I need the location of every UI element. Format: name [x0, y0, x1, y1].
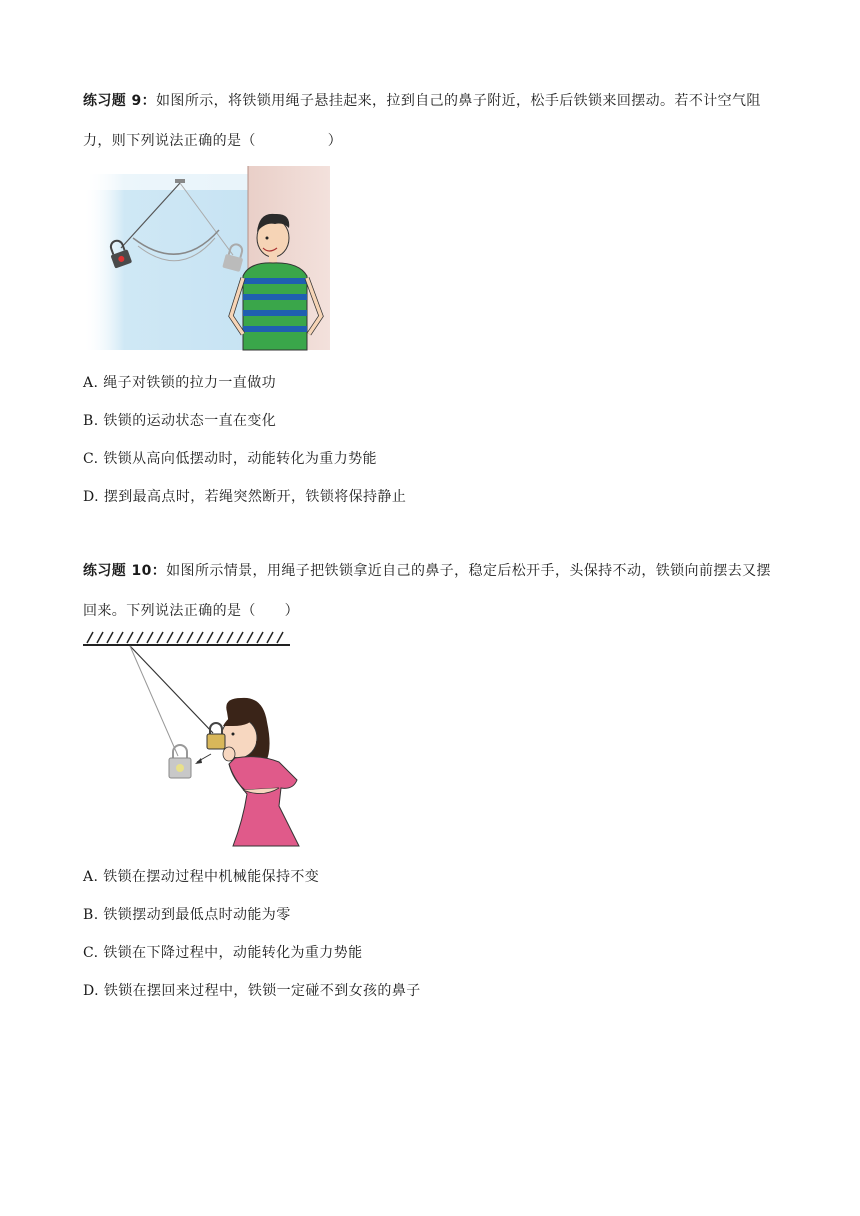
- figure-girl-pendulum: [83, 630, 323, 850]
- question-10-text: 如图所示情景，用绳子把铁锁拿近自己的鼻子，稳定后松开手，头保持不动，铁锁向前摆去又摆回来。下列说法正确的是（ ）: [83, 563, 771, 619]
- q10-option-d[interactable]: D. 铁锁在摆回来过程中，铁锁一定碰不到女孩的鼻子: [83, 983, 421, 999]
- q9-option-a[interactable]: A. 绳子对铁锁的拉力一直做功: [83, 375, 277, 391]
- question-9-text: 如图所示，将铁锁用绳子悬挂起来，拉到自己的鼻子附近，松手后铁锁来回摆动。若不计空气阻力，则下列说法正确的是（ ）: [83, 93, 761, 149]
- q10-option-a[interactable]: A. 铁锁在摆动过程中机械能保持不变: [83, 869, 320, 885]
- q9-option-b[interactable]: B. 铁锁的运动状态一直在变化: [83, 413, 277, 429]
- girl-figure: [207, 698, 299, 846]
- q9-option-d[interactable]: D. 摆到最高点时，若绳突然断开，铁锁将保持静止: [83, 489, 407, 505]
- q10-option-b[interactable]: B. 铁锁摆动到最低点时动能为零: [83, 907, 291, 923]
- question-10-label: 练习题 10：: [83, 563, 167, 579]
- question-10: [83, 551, 783, 631]
- question-9: [83, 81, 783, 161]
- q9-option-c[interactable]: C. 铁锁从高向低摆动时，动能转化为重力势能: [83, 451, 377, 467]
- q10-option-c[interactable]: C. 铁锁在下降过程中，动能转化为重力势能: [83, 945, 363, 961]
- figure-boy-pendulum: [83, 166, 330, 352]
- question-9-label: 练习题 9：: [83, 93, 157, 109]
